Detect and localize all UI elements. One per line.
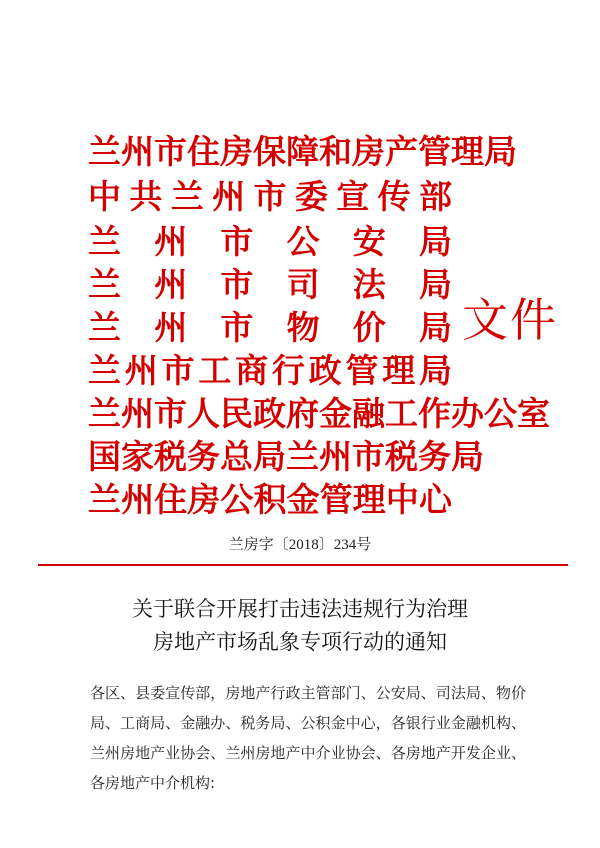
document-suffix: 文件 [462, 293, 558, 347]
issuer-finance-office: 兰州市人民政府金融工作办公室 [88, 394, 550, 433]
issuer-justice-bureau: 兰州市司法局 [88, 265, 452, 304]
recipients-paragraph: 各区、县委宣传部，房地产行政主管部门、公安局、司法局、物价局、工商局、金融办、税务局、公积金中心，各银行业金融机构、兰州房地产业协会、兰州房地产中介业协会、各房地产开发企业、各房地产中介机构: [90, 684, 526, 792]
issuer-tax-bureau: 国家税务总局兰州市税务局 [88, 437, 484, 476]
issuer-price-bureau: 兰州市物价局 [88, 308, 452, 347]
issuer-public-security-bureau: 兰州市公安局 [88, 222, 452, 261]
issuer-industry-commerce-bureau: 兰州市工商行政管理局 [88, 351, 452, 390]
issuer-provident-fund-center: 兰州住房公积金管理中心 [88, 480, 452, 519]
document-number: 兰房字〔2018〕234号 [228, 537, 372, 553]
notice-title-line-1: 关于联合开展打击违法违规行为治理 [132, 597, 468, 621]
notice-title-line-2: 房地产市场乱象专项行动的通知 [153, 630, 447, 654]
issuer-housing-bureau: 兰州市住房保障和房产管理局 [88, 132, 517, 171]
issuer-propaganda-department: 中共兰州市委宣传部 [88, 177, 452, 216]
red-divider-line [38, 564, 568, 566]
